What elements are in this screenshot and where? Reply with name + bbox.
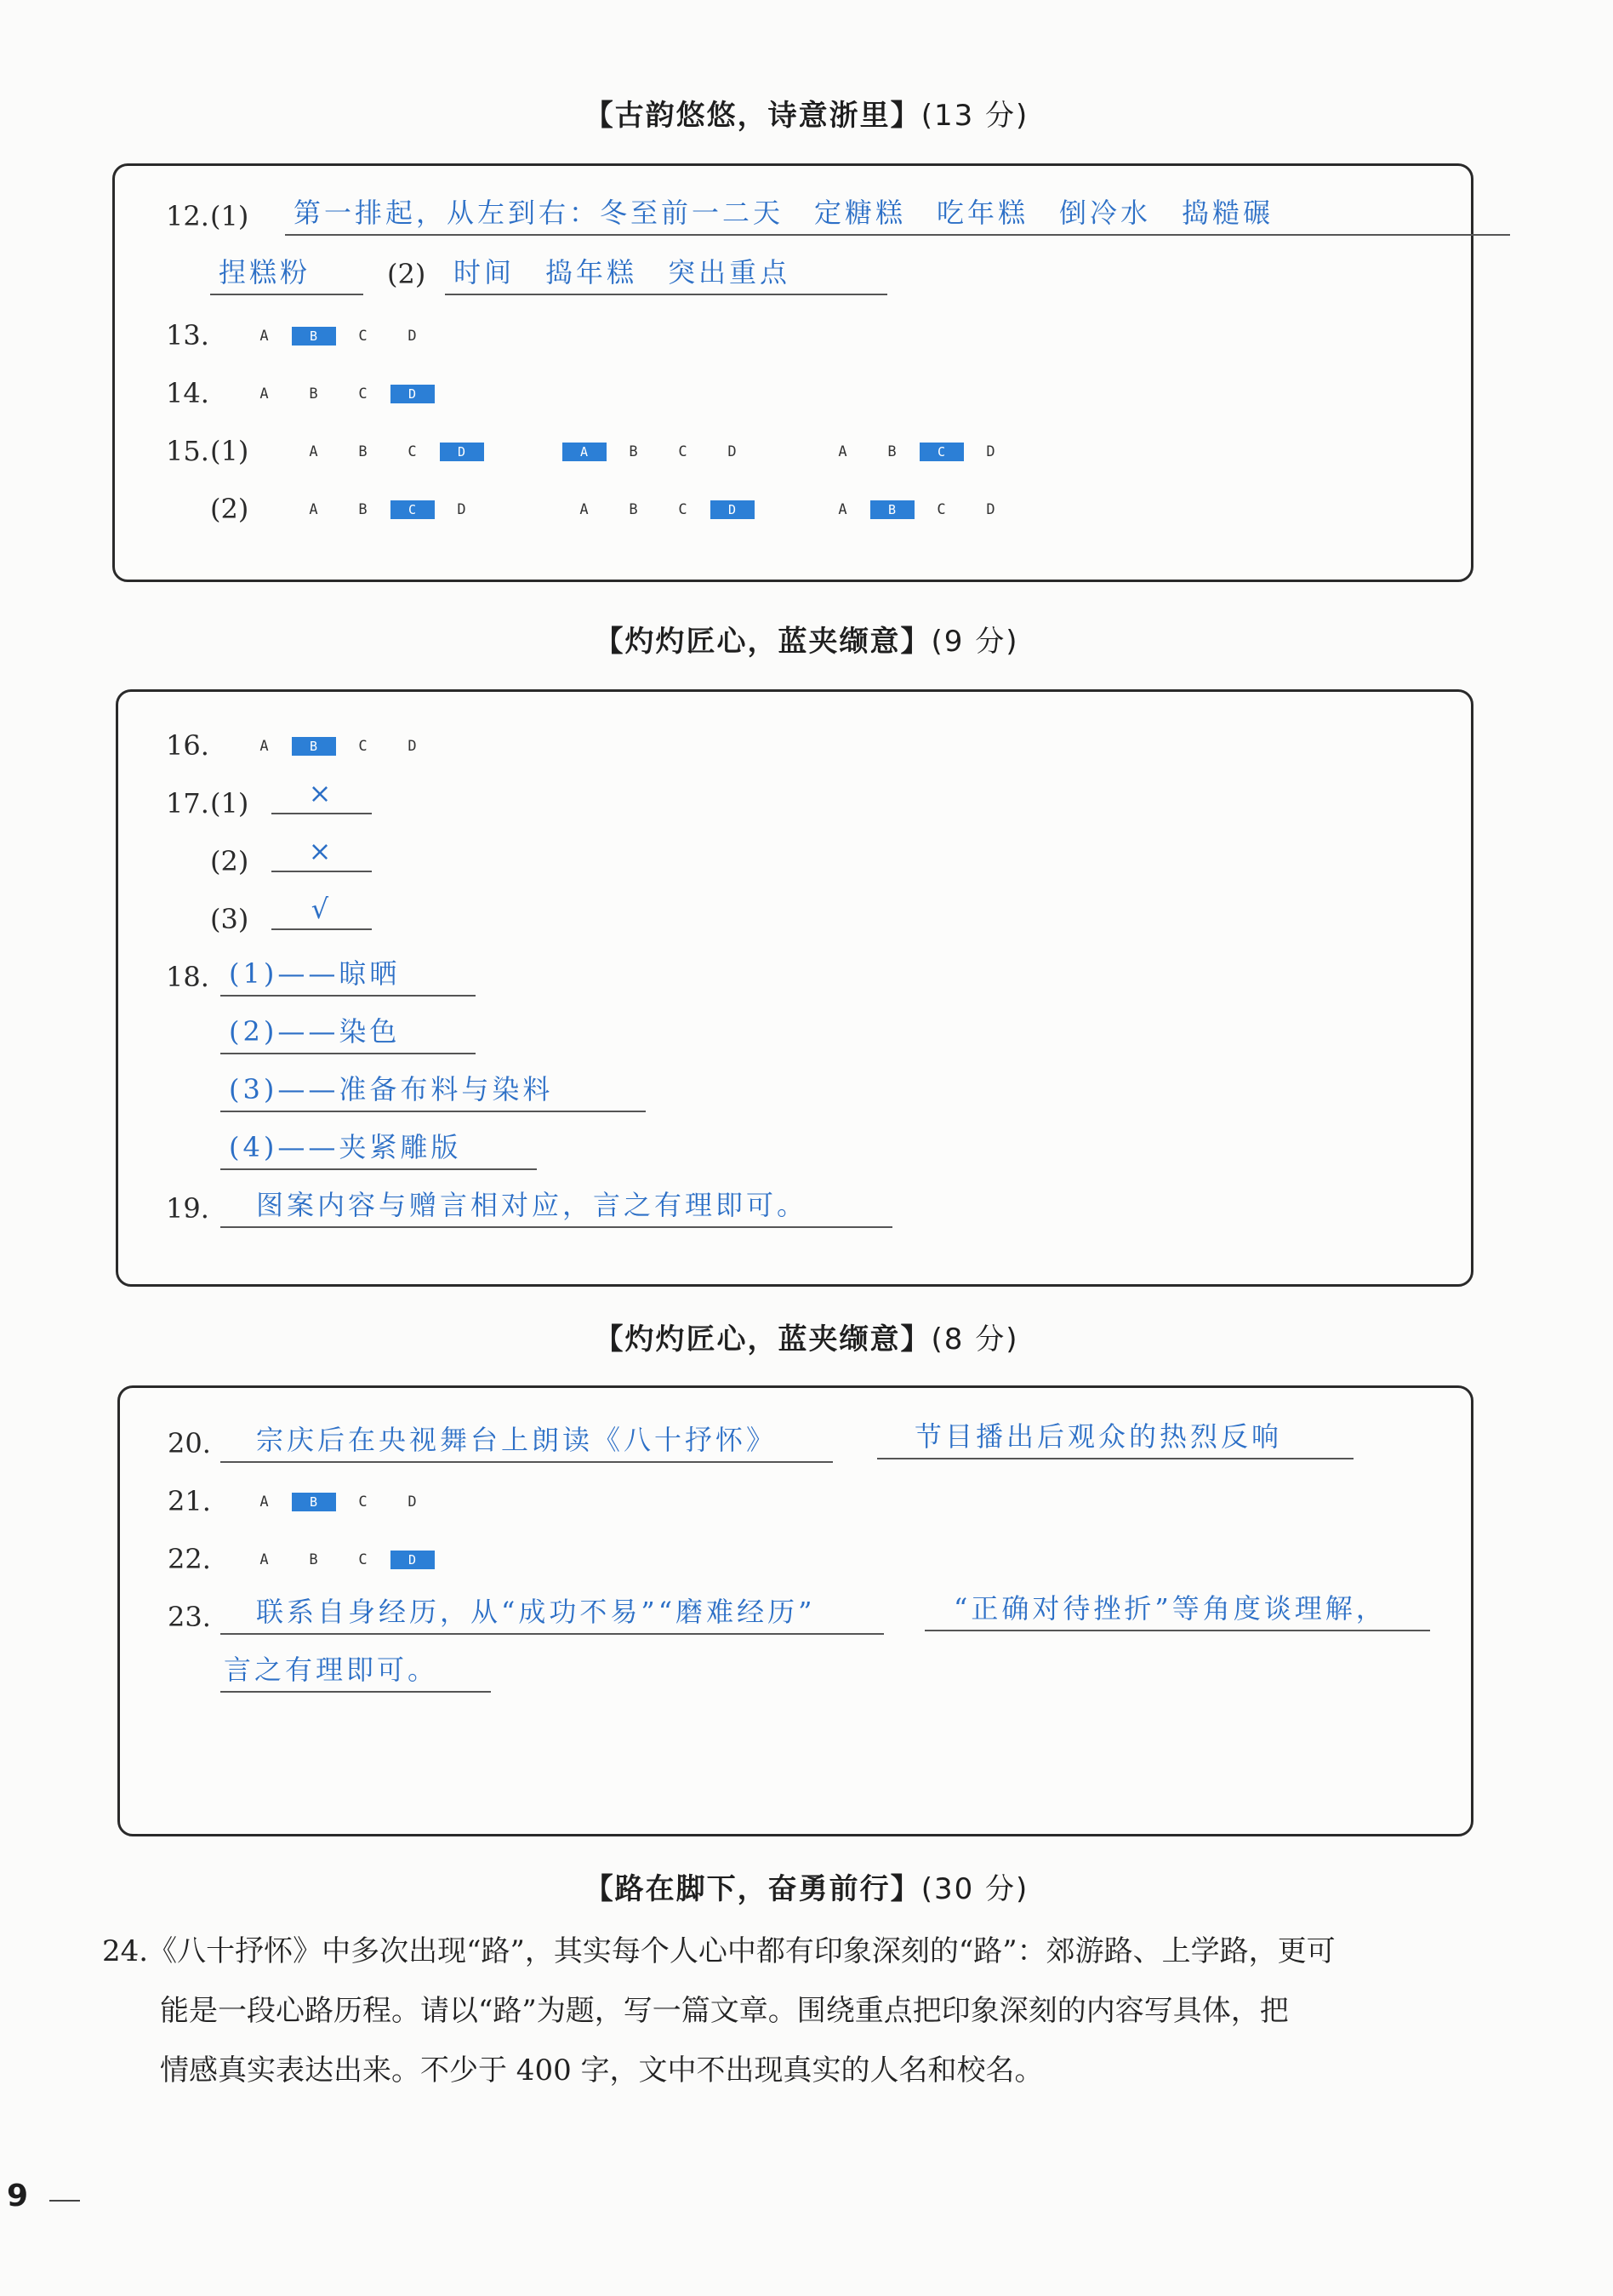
q15-1-g2-a-selected[interactable]: A <box>562 443 607 461</box>
q15-1-g1-d-selected[interactable]: D <box>440 443 484 461</box>
q12-part1-answer[interactable]: 第一排起，从左到右：冬至前一二天 定糖糕 吃年糕 倒冷水 捣糙碾 <box>285 191 1510 236</box>
q20-answer-2[interactable]: 节目播出后观众的热烈反响 <box>877 1415 1354 1459</box>
q22-options <box>242 1548 435 1572</box>
q23-answer-3[interactable]: 言之有理即可。 <box>220 1648 491 1693</box>
q15-2-g1-b[interactable]: B <box>358 501 368 518</box>
q18-answer-3[interactable]: (3)——准备布料与染料 <box>220 1068 646 1112</box>
section-title-4 <box>0 1865 1613 1907</box>
q15-part2-label: (2) <box>210 493 249 525</box>
q15-1-group2 <box>562 440 755 464</box>
q22-option-d-selected[interactable]: D <box>390 1551 435 1569</box>
q17-part1-label: (1) <box>210 787 249 820</box>
section-title-1 <box>0 92 1613 134</box>
q15-2-group2 <box>562 498 755 522</box>
q16-option-d[interactable]: D <box>408 738 418 755</box>
section-title-text: 【灼灼匠心，蓝夹缬意】 <box>594 1322 932 1356</box>
q13-option-c[interactable]: C <box>358 328 368 345</box>
q21-option-a[interactable]: A <box>259 1494 270 1511</box>
section-title-text: 【灼灼匠心，蓝夹缬意】 <box>594 625 932 659</box>
q13-option-b-selected[interactable]: B <box>292 327 336 346</box>
q14-option-d-selected[interactable]: D <box>390 385 435 403</box>
q19-answer[interactable]: 图案内容与赠言相对应，言之有理即可。 <box>220 1184 892 1228</box>
section-title-text: 【路在脚下，奋勇前行】 <box>584 1872 921 1906</box>
section-points: (13 分) <box>920 99 1029 133</box>
q18-answer-2[interactable]: (2)——染色 <box>220 1010 476 1054</box>
q21-option-c[interactable]: C <box>358 1494 368 1511</box>
q17-part1-answer[interactable]: × <box>271 777 372 814</box>
page-number: 9 <box>7 2179 29 2213</box>
q24-prompt <box>102 1922 1497 2100</box>
q15-2-g1-a[interactable]: A <box>309 501 319 518</box>
q14-option-a[interactable]: A <box>259 386 270 403</box>
q13-number: 13. <box>166 319 209 351</box>
q18-number: 18. <box>166 961 209 993</box>
q15-2-g1-c-selected[interactable]: C <box>390 500 435 519</box>
q15-part1-label: (1) <box>210 435 249 467</box>
q15-2-g3-d[interactable]: D <box>986 501 996 518</box>
q21-option-d[interactable]: D <box>408 1494 418 1511</box>
answer-box-1 <box>112 163 1473 582</box>
answer-box-3 <box>117 1385 1473 1836</box>
q15-2-g2-a[interactable]: A <box>579 501 590 518</box>
q15-1-g3-d[interactable]: D <box>986 443 996 460</box>
q16-option-c[interactable]: C <box>358 738 368 755</box>
q23-answer-1[interactable]: 联系自身经历，从“成功不易”“磨难经历” <box>220 1591 884 1635</box>
q14-option-b[interactable]: B <box>309 386 319 403</box>
q22-option-a[interactable]: A <box>259 1551 270 1568</box>
q24-line-1: 24.《八十抒怀》中多次出现“路”，其实每个人心中都有印象深刻的“路”：郊游路、上学路，更可 <box>102 1934 1336 1968</box>
q15-1-group1 <box>292 440 484 464</box>
q12-part1-answer-cont[interactable]: 捏糕粉 <box>210 251 363 295</box>
q15-1-g2-d[interactable]: D <box>727 443 738 460</box>
q17-part3-label: (3) <box>210 903 249 935</box>
q15-2-g3-c[interactable]: C <box>937 501 947 518</box>
q12-number: 12. <box>166 200 209 232</box>
q14-options <box>242 382 435 406</box>
page-number-dash <box>49 2200 80 2202</box>
q17-part2-label: (2) <box>210 845 249 877</box>
answer-box-2 <box>116 689 1473 1287</box>
q15-2-g3-a[interactable]: A <box>838 501 848 518</box>
q20-answer-1[interactable]: 宗庆后在央视舞台上朗读《八十抒怀》 <box>220 1419 833 1463</box>
q16-number: 16. <box>166 729 209 762</box>
q12-part2-answer[interactable]: 时间 捣年糕 突出重点 <box>445 251 887 295</box>
q15-2-g2-b[interactable]: B <box>629 501 639 518</box>
q14-number: 14. <box>166 377 209 409</box>
q16-option-a[interactable]: A <box>259 738 270 755</box>
q17-part2-answer[interactable]: × <box>271 835 372 872</box>
q15-1-g2-b[interactable]: B <box>629 443 639 460</box>
section-title-2 <box>0 618 1613 660</box>
q21-options <box>242 1490 435 1514</box>
q22-number: 22. <box>168 1543 211 1575</box>
q16-options <box>242 734 435 758</box>
q19-number: 19. <box>166 1192 209 1225</box>
q15-1-g3-a[interactable]: A <box>838 443 848 460</box>
section-title-3 <box>0 1316 1613 1357</box>
section-points: (9 分) <box>931 625 1019 659</box>
q23-answer-2[interactable]: “正确对待挫折”等角度谈理解， <box>925 1587 1430 1631</box>
q15-1-g3-c-selected[interactable]: C <box>920 443 964 461</box>
section-points: (8 分) <box>931 1322 1019 1356</box>
q18-answer-1[interactable]: (1)——晾晒 <box>220 952 476 997</box>
section-title-text: 【古韵悠悠，诗意浙里】 <box>584 99 921 133</box>
q15-2-g1-d[interactable]: D <box>457 501 467 518</box>
q20-number: 20. <box>168 1427 211 1459</box>
q21-number: 21. <box>168 1485 211 1517</box>
q17-part3-answer[interactable]: √ <box>271 893 372 930</box>
q24-line-2: 能是一段心路历程。请以“路”为题，写一篇文章。围绕重点把印象深刻的内容写具体，把 <box>160 1994 1289 2028</box>
q15-2-group1 <box>292 498 484 522</box>
q15-1-g1-c[interactable]: C <box>408 443 418 460</box>
q12-part1-label: (1) <box>210 200 249 232</box>
q15-2-g3-b-selected[interactable]: B <box>870 500 915 519</box>
q14-option-c[interactable]: C <box>358 386 368 403</box>
q21-option-b-selected[interactable]: B <box>292 1493 336 1511</box>
q15-1-g1-b[interactable]: B <box>358 443 368 460</box>
q17-number: 17. <box>166 787 209 820</box>
q12-part2-label: (2) <box>387 258 426 290</box>
q13-option-a[interactable]: A <box>259 328 270 345</box>
section-points: (30 分) <box>920 1872 1029 1906</box>
q15-1-g2-c[interactable]: C <box>678 443 688 460</box>
q22-option-b[interactable]: B <box>309 1551 319 1568</box>
q18-answer-4[interactable]: (4)——夹紧雕版 <box>220 1126 537 1170</box>
q15-2-g2-d-selected[interactable]: D <box>710 500 755 519</box>
q13-options <box>242 324 435 348</box>
q13-option-d[interactable]: D <box>408 328 418 345</box>
q16-option-b-selected[interactable]: B <box>292 737 336 756</box>
q15-number: 15. <box>166 435 209 467</box>
q15-1-group3 <box>821 440 1013 464</box>
q24-line-3: 情感真实表达出来。不少于 400 字，文中不出现真实的人名和校名。 <box>160 2053 1044 2088</box>
q22-option-c[interactable]: C <box>358 1551 368 1568</box>
q15-2-g2-c[interactable]: C <box>678 501 688 518</box>
q15-1-g1-a[interactable]: A <box>309 443 319 460</box>
q15-1-g3-b[interactable]: B <box>887 443 898 460</box>
q15-2-group3 <box>821 498 1013 522</box>
q23-number: 23. <box>168 1601 211 1633</box>
